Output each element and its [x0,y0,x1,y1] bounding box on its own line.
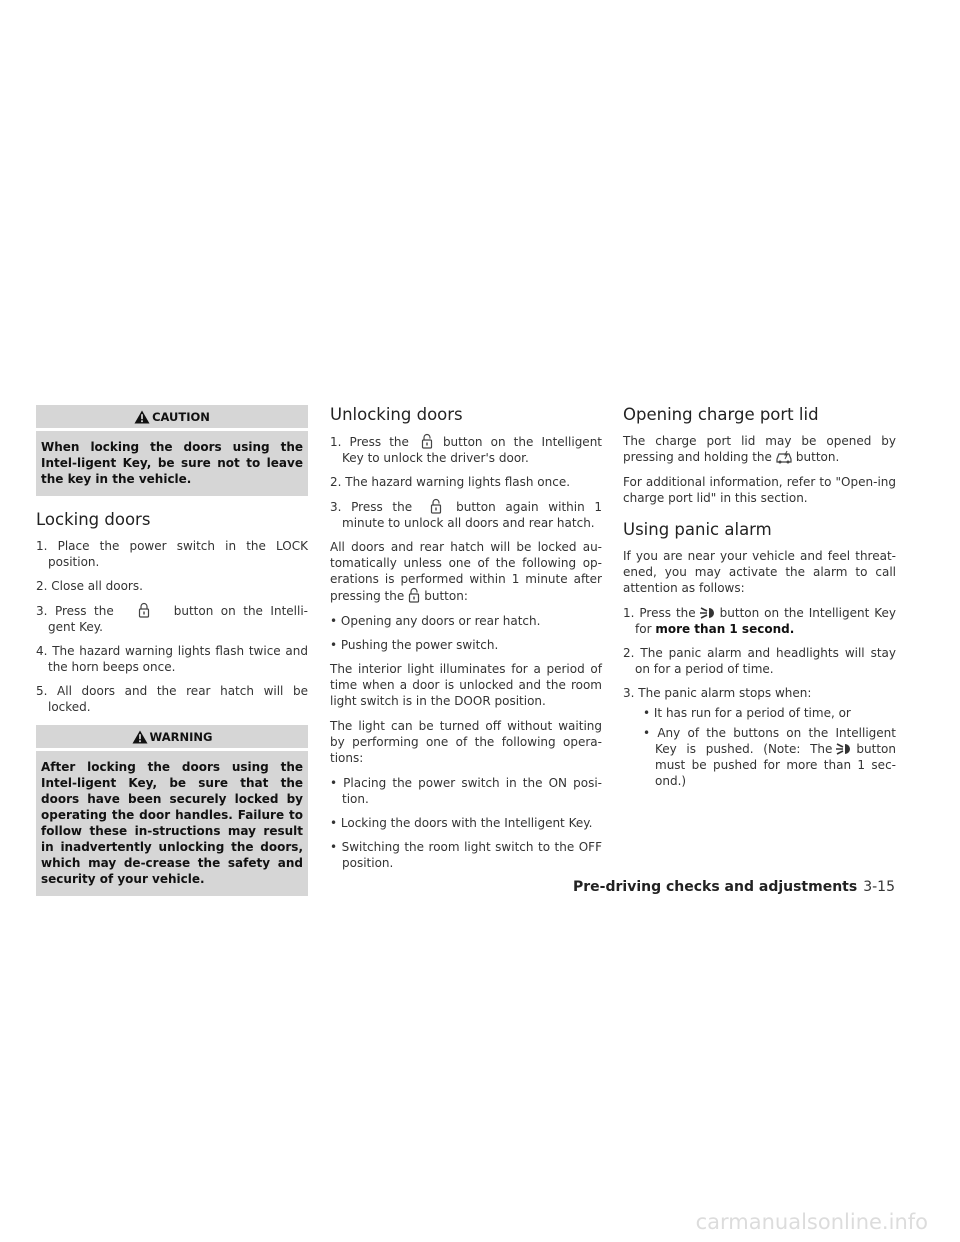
panic-step-1 [623,605,896,637]
panic-sub-2-tail: button must be pushed for more than 1 sec-ond.) [655,742,896,788]
locking-step-3 [36,602,308,635]
unlocking-step-1 [330,433,602,466]
unlocking-para-1-tail: button: [424,589,468,603]
panic-step-1-lead: 1. Press the [623,606,696,620]
key-unlock-icon [420,433,434,449]
warning-header [36,725,308,748]
unlocking-bullet-1: • Opening any doors or rear hatch. [330,614,541,628]
left-column [36,405,308,910]
panic-sub-2-lead: • Any of the buttons on the Intelligent Key is pushed. (Note: The [643,726,896,756]
panic-step-1-bold: more than 1 second. [655,622,795,636]
unlocking-bullet-2: • Pushing the power switch. [330,638,499,652]
caution-header [36,405,308,428]
footer-page-number: 3-15 [863,879,895,895]
panic-intro: If you are near your vehicle and feel threat-ened, you may activate the alarm to call attention as follows: [623,549,896,595]
charge-para-1-tail: button. [795,450,840,464]
unlocking-step-1-lead: 1. Press the [330,435,409,449]
middle-column [330,405,602,879]
panic-step-2: 2. The panic alarm and headlights will stay on for a period of time. [623,646,896,676]
warning-label: WARNING [149,729,213,744]
unlocking-step-3-lead: 3. Press the [330,500,413,514]
right-column [623,405,896,793]
unlocking-step-3-tail: button again within 1 minute to unlock all doors and rear hatch. [342,500,603,530]
unlocking-step-1-tail: button on the Intelligent Key to unlock the driver's door. [342,435,602,465]
unlocking-step-3 [330,498,602,531]
unlocking-para-2: The interior light illuminates for a period of time when a door is unlocked and the room light switch is in the DOOR position. [330,662,602,708]
charge-para-1-lead: The charge port lid may be opened by pressing and holding the [623,434,896,464]
unlocking-para-1-lead: All doors and rear hatch will be locked au-tomatically unless one of the following op-erations is performed within 1 minute after pressing the [330,540,602,603]
warning-box [36,725,308,896]
panic-sub-1: • It has run for a period of time, or [643,706,851,720]
caution-label: CAUTION [152,409,210,424]
warning-triangle-icon [132,730,148,744]
charge-port-icon [775,450,793,464]
unlocking-para-3: The light can be turned off without waiting by performing one of the following opera-tions: [330,719,602,765]
panic-sub-2 [623,725,896,789]
unlocking-para-1 [330,539,602,604]
locking-step-3-tail: button on the Intelli-gent Key. [48,604,308,634]
panic-step-3: 3. The panic alarm stops when: [623,686,812,700]
locking-step-1: 1. Place the power switch in the LOCK position. [36,539,308,569]
panic-step-1-tail: button on the Intelligent Key for [635,606,896,636]
key-unlock-icon [407,587,421,603]
unlocking-step-2: 2. The hazard warning lights flash once. [330,475,571,489]
key-unlock-icon [429,498,443,514]
panic-heading: Using panic alarm [623,520,772,539]
locking-step-4: 4. The hazard warning lights flash twice and the horn beeps once. [36,644,308,674]
locking-step-2: 2. Close all doors. [36,579,143,593]
warning-triangle-icon [134,410,150,424]
locking-step-3-lead: 3. Press the [36,604,114,618]
unlocking-bullet-4: • Locking the doors with the Intelligent Key. [330,816,593,830]
charge-para-2: For additional information, refer to "Open-ing charge port lid" in this section. [623,475,896,505]
locking-step-5: 5. All doors and the rear hatch will be locked. [36,684,308,714]
charge-heading: Opening charge port lid [623,405,819,424]
unlocking-bullet-5: • Switching the room light switch to the OFF position. [330,840,602,870]
panic-alarm-icon [699,606,717,620]
watermark: carmanualsonline.info [695,1210,928,1234]
footer-section-title: Pre-driving checks and adjustments [573,879,858,895]
unlocking-heading: Unlocking doors [330,405,463,424]
caution-text: When locking the doors using the Intel-ligent Key, be sure not to leave the key in the vehicle. [41,440,303,486]
panic-alarm-icon [835,742,853,756]
warning-text: After locking the doors using the Intel-ligent Key, be sure that the doors have been securely locked by operating the door handles. Failure to follow these in-structions may result in inadvertently unlocking the doors, which may de-crease the safety and security of your vehicle. [41,760,303,886]
caution-box [36,405,308,496]
key-lock-icon [137,602,151,618]
charge-para-1 [623,433,896,465]
locking-heading: Locking doors [36,510,151,529]
unlocking-bullet-3: • Placing the power switch in the ON posi-tion. [330,776,602,806]
page-footer [555,876,895,895]
